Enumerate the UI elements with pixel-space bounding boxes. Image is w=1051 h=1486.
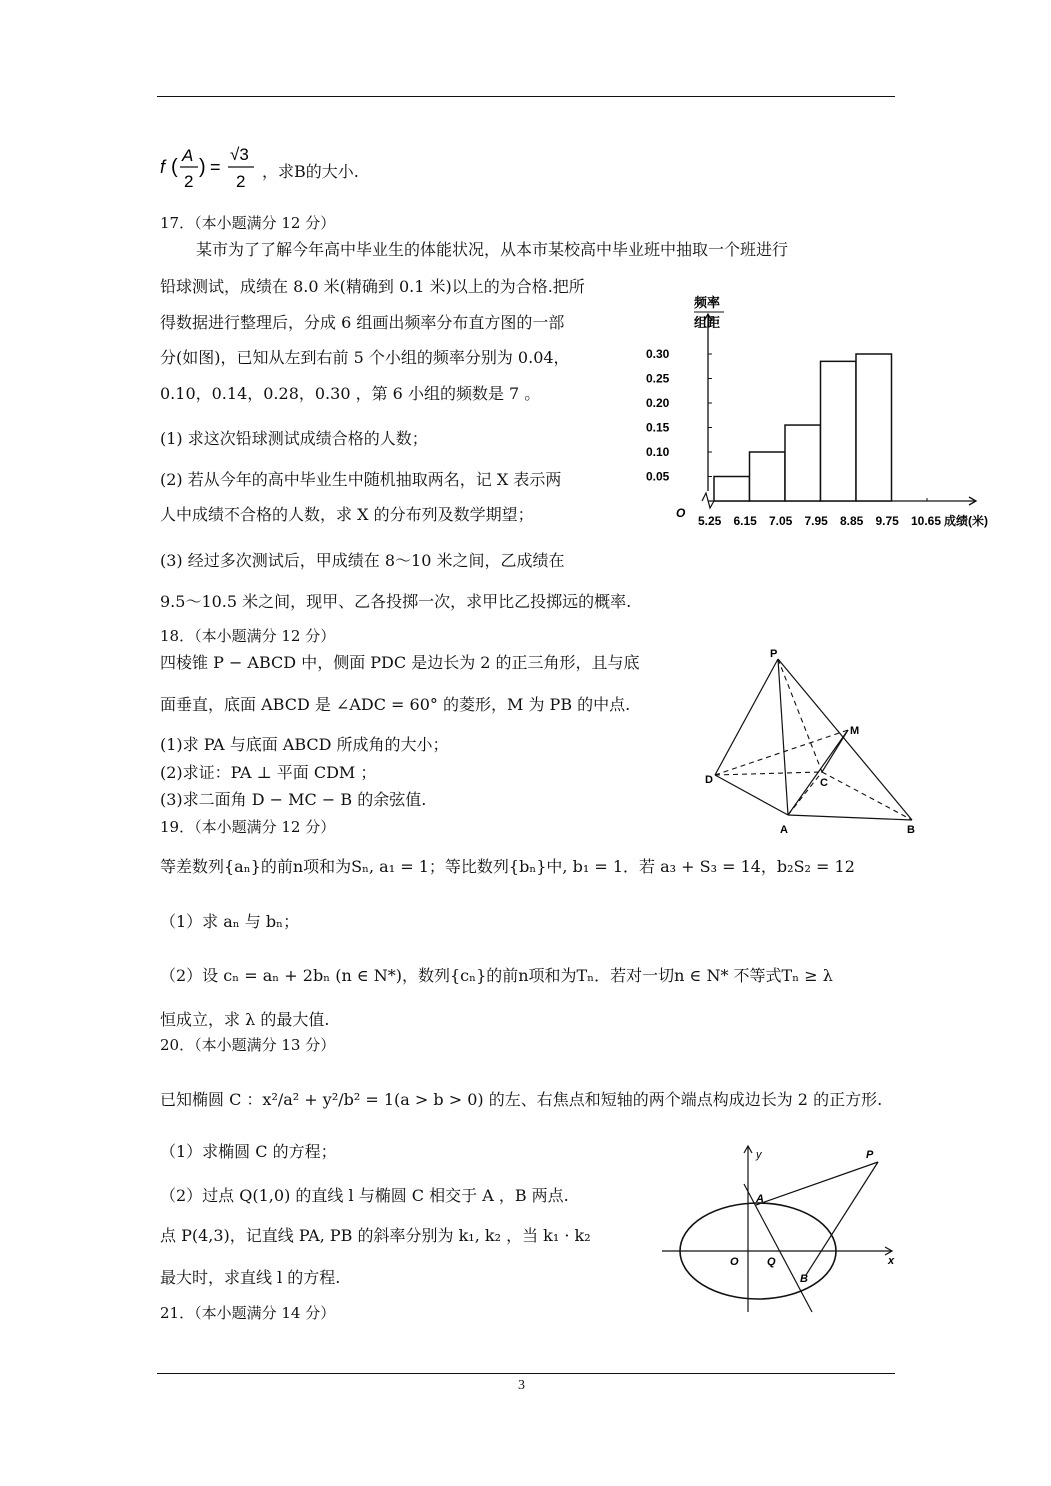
origin-label: O (676, 506, 686, 520)
svg-text:2: 2 (236, 172, 246, 191)
ytick-label: 0.30 (646, 347, 670, 361)
q20-line-1: 已知椭圆 C ：x²/a² + y²/b² = 1(a > b > 0) 的左、右焦点和短轴的两个端点构成边长为 2 的正方形. (160, 1090, 883, 1109)
xtick-label: 8.85 (840, 514, 864, 528)
footer-rule (157, 1373, 895, 1374)
xtick-label: 6.15 (733, 514, 757, 528)
svg-text:2: 2 (184, 172, 194, 191)
q18-line-4: (2)求证：PA ⊥ 平面 CDM ； (160, 763, 377, 782)
header-rule (157, 96, 895, 97)
label-P2: P (866, 1149, 874, 1161)
svg-text:A: A (182, 146, 194, 165)
q19-line-1: 等差数列{aₙ}的前n项和为Sₙ, a₁ = 1；等比数列{bₙ}中, b₁ = 1．若 a₃ + S₃ = 14，b₂S₂ = 12 (160, 857, 855, 876)
label-B: B (907, 824, 915, 836)
q19-line-2: （1）求 aₙ 与 bₙ； (160, 912, 300, 931)
histogram-bar (750, 452, 786, 501)
q17-line-1: 某市为了了解今年高中毕业生的体能状况，从本市某校高中毕业班中抽取一个班进行 (196, 240, 789, 259)
q17-line-3: 得数据进行整理后，分成 6 组画出频率分布直方图的一部 (160, 313, 565, 332)
label-P: P (770, 648, 778, 660)
ytick-label: 0.20 (646, 396, 670, 410)
pyramid-figure (700, 640, 930, 844)
histogram-bar (821, 361, 857, 501)
q17-line-7: (2) 若从今年的高中毕业生中随机抽取两名，记 X 表示两 (160, 470, 562, 489)
q18-line-3: (1)求 PA 与底面 ABCD 所成角的大小； (160, 735, 449, 754)
xtick-label: 7.05 (769, 514, 793, 528)
svg-text:f: f (160, 157, 166, 177)
svg-text:=: = (210, 157, 221, 177)
q18-line-1: 四棱锥 P − ABCD 中，侧面 PDC 是边长为 2 的正三角形，且与底 (160, 653, 640, 672)
q20-line-3: （2）过点 Q(1,0) 的直线 l 与椭圆 C 相交于 A ，B 两点. (160, 1186, 569, 1205)
q20-header: 20．（本小题满分 13 分） (160, 1036, 336, 1054)
q18-line-5: (3)求二面角 D − MC − B 的余弦值. (160, 790, 427, 809)
top-text: ，求B的大小. (262, 162, 359, 181)
histogram-bar (714, 477, 750, 502)
xtick-label: 5.25 (698, 514, 722, 528)
q18-header: 18．（本小题满分 12 分） (160, 627, 336, 645)
q17-line-10: 9.5～10.5 米之间，现甲、乙各投掷一次，求甲比乙投掷远的概率. (160, 592, 632, 611)
ytick-label: 0.25 (646, 371, 670, 386)
svg-text:√3: √3 (230, 145, 249, 164)
histogram-bar (856, 354, 892, 501)
label-y: y (756, 1149, 762, 1161)
q17-line-6: (1) 求这次铅球测试成绩合格的人数； (160, 429, 428, 448)
q19-line-3: （2）设 cₙ = aₙ + 2bₙ (n ∈ N*)，数列{cₙ}的前n项和为Tₙ．若对一切n ∈ N* 不等式Tₙ ≥ λ (160, 966, 833, 985)
xtick-label: 7.95 (804, 514, 828, 528)
xtick-label: 9.75 (875, 514, 899, 528)
label-O: O (730, 1256, 739, 1268)
q17-header: 17．（本小题满分 12 分） (160, 214, 336, 232)
xtick-label: 10.65 (911, 514, 942, 528)
label-A2: A (756, 1193, 764, 1205)
q19-header: 19．（本小题满分 12 分） (160, 818, 336, 836)
page-number: 3 (518, 1378, 525, 1393)
label-B2: B (800, 1273, 808, 1285)
q20-line-5: 最大时，求直线 l 的方程. (160, 1268, 341, 1287)
histogram-bar (785, 425, 821, 501)
q21-header: 21．（本小题满分 14 分） (160, 1304, 336, 1322)
q19-line-4: 恒成立，求 λ 的最大值. (160, 1010, 330, 1029)
ylabel-top: 频率 (694, 295, 721, 310)
label-M: M (850, 725, 860, 737)
histogram-chart (640, 290, 1010, 544)
q17-line-4: 分(如图)，已知从左到右前 5 个小组的频率分别为 0.04， (160, 348, 570, 367)
ytick-label: 0.15 (646, 420, 670, 435)
q17-line-5: 0.10，0.14，0.28，0.30 ，第 6 小组的频数是 7 。 (160, 384, 541, 403)
formula-f (158, 140, 268, 200)
q17-line-8: 人中成绩不合格的人数，求 X 的分布列及数学期望； (160, 505, 534, 524)
label-C: C (820, 777, 828, 789)
svg-text:): ) (199, 156, 206, 178)
ylabel-bottom: 组距 (694, 315, 721, 330)
label-D: D (705, 774, 713, 786)
label-Q: Q (767, 1256, 776, 1268)
svg-text:(: ( (171, 156, 178, 178)
ytick-label: 0.10 (646, 445, 670, 459)
label-x: x (888, 1255, 895, 1267)
label-A: A (780, 824, 788, 836)
q17-line-9: (3) 经过多次测试后，甲成绩在 8～10 米之间，乙成绩在 (160, 551, 565, 570)
ytick-label: 0.05 (646, 469, 670, 484)
q18-line-2: 面垂直，底面 ABCD 是 ∠ADC = 60° 的菱形，M 为 PB 的中点. (160, 695, 631, 714)
xlabel: 成绩(米) (944, 514, 988, 528)
q20-line-2: （1）求椭圆 C 的方程； (160, 1142, 337, 1161)
q20-line-4: 点 P(4,3)，记直线 PA, PB 的斜率分别为 k₁, k₂ ，当 k₁ · k₂ (160, 1226, 591, 1245)
q17-line-2: 铅球测试，成绩在 8.0 米(精确到 0.1 米)以上的为合格.把所 (160, 277, 585, 296)
ellipse-figure (660, 1140, 905, 1319)
